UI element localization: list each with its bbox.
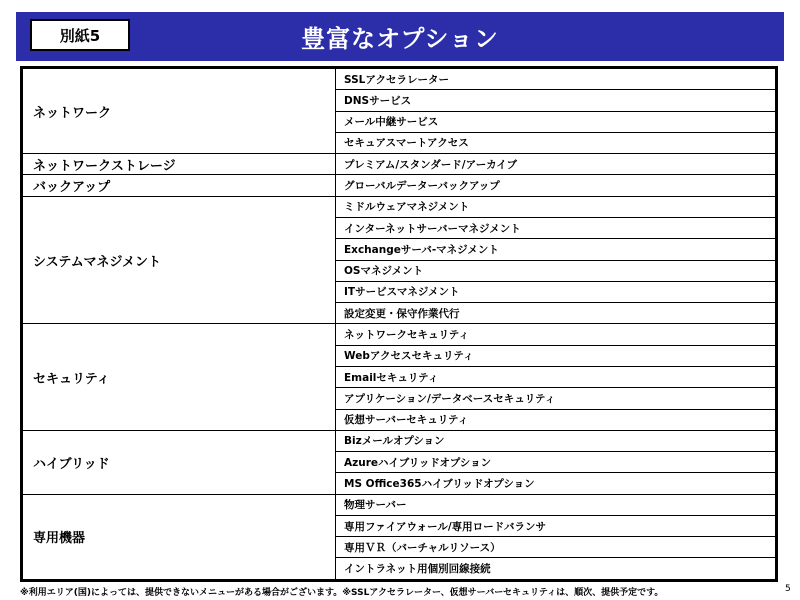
category-cell: バックアップ <box>23 175 336 196</box>
service-cell: ITサービスマネジメント <box>336 281 776 302</box>
service-cell: 仮想サーバーセキュリティ <box>336 409 776 430</box>
category-cell: セキュリティ <box>23 324 336 430</box>
service-cell: Webアクセスセキュリティ <box>336 345 776 366</box>
table-row <box>23 324 776 345</box>
service-cell: ミドルウェアマネジメント <box>336 196 776 217</box>
service-cell: インターネットサーバーマネジメント <box>336 217 776 238</box>
service-cell: プレミアム/スタンダード/アーカイブ <box>336 154 776 175</box>
service-cell: Emailセキュリティ <box>336 366 776 387</box>
category-cell: 専用機器 <box>23 494 336 579</box>
category-cell: ネットワーク <box>23 69 336 154</box>
service-cell: MS Office365ハイブリッドオプション <box>336 473 776 494</box>
service-cell: 専用ファイアウォール/専用ロードバランサ <box>336 515 776 536</box>
service-cell: メール中継サービス <box>336 111 776 132</box>
service-cell: アプリケーション/データベースセキュリティ <box>336 388 776 409</box>
table-row <box>23 196 776 217</box>
service-cell: SSLアクセラレーター <box>336 69 776 90</box>
footnote: ※利用エリア(国)によっては、提供できないメニューがある場合がございます。※SSLアクセラレーター、仮想サーバーセキュリティは、順次、提供予定です。 <box>20 588 664 598</box>
service-cell: ネットワークセキュリティ <box>336 324 776 345</box>
attachment-tag: 別紙5 <box>30 19 130 51</box>
category-cell: ハイブリッド <box>23 430 336 494</box>
table-row <box>23 154 776 175</box>
table-row <box>23 494 776 515</box>
service-cell: Exchangeサーバ-マネジメント <box>336 239 776 260</box>
options-table <box>22 68 776 580</box>
service-cell: DNSサービス <box>336 90 776 111</box>
service-cell: OSマネジメント <box>336 260 776 281</box>
table-row <box>23 175 776 196</box>
service-cell: セキュアスマートアクセス <box>336 132 776 153</box>
service-cell: 専用ＶＲ（バーチャルリソース） <box>336 537 776 558</box>
service-cell: Azureハイブリッドオプション <box>336 452 776 473</box>
category-cell: ネットワークストレージ <box>23 154 336 175</box>
options-table-container <box>20 66 778 582</box>
table-row <box>23 69 776 90</box>
page-title: 豊富なオプション <box>301 25 499 53</box>
service-cell: 物理サーバー <box>336 494 776 515</box>
service-cell: 設定変更・保守作業代行 <box>336 303 776 324</box>
table-row <box>23 430 776 451</box>
service-cell: イントラネット用個別回線接続 <box>336 558 776 580</box>
page-number: 5 <box>785 584 791 594</box>
service-cell: Bizメールオプション <box>336 430 776 451</box>
category-cell: システムマネジメント <box>23 196 336 324</box>
header-banner <box>16 12 784 61</box>
service-cell: グローバルデーターバックアップ <box>336 175 776 196</box>
